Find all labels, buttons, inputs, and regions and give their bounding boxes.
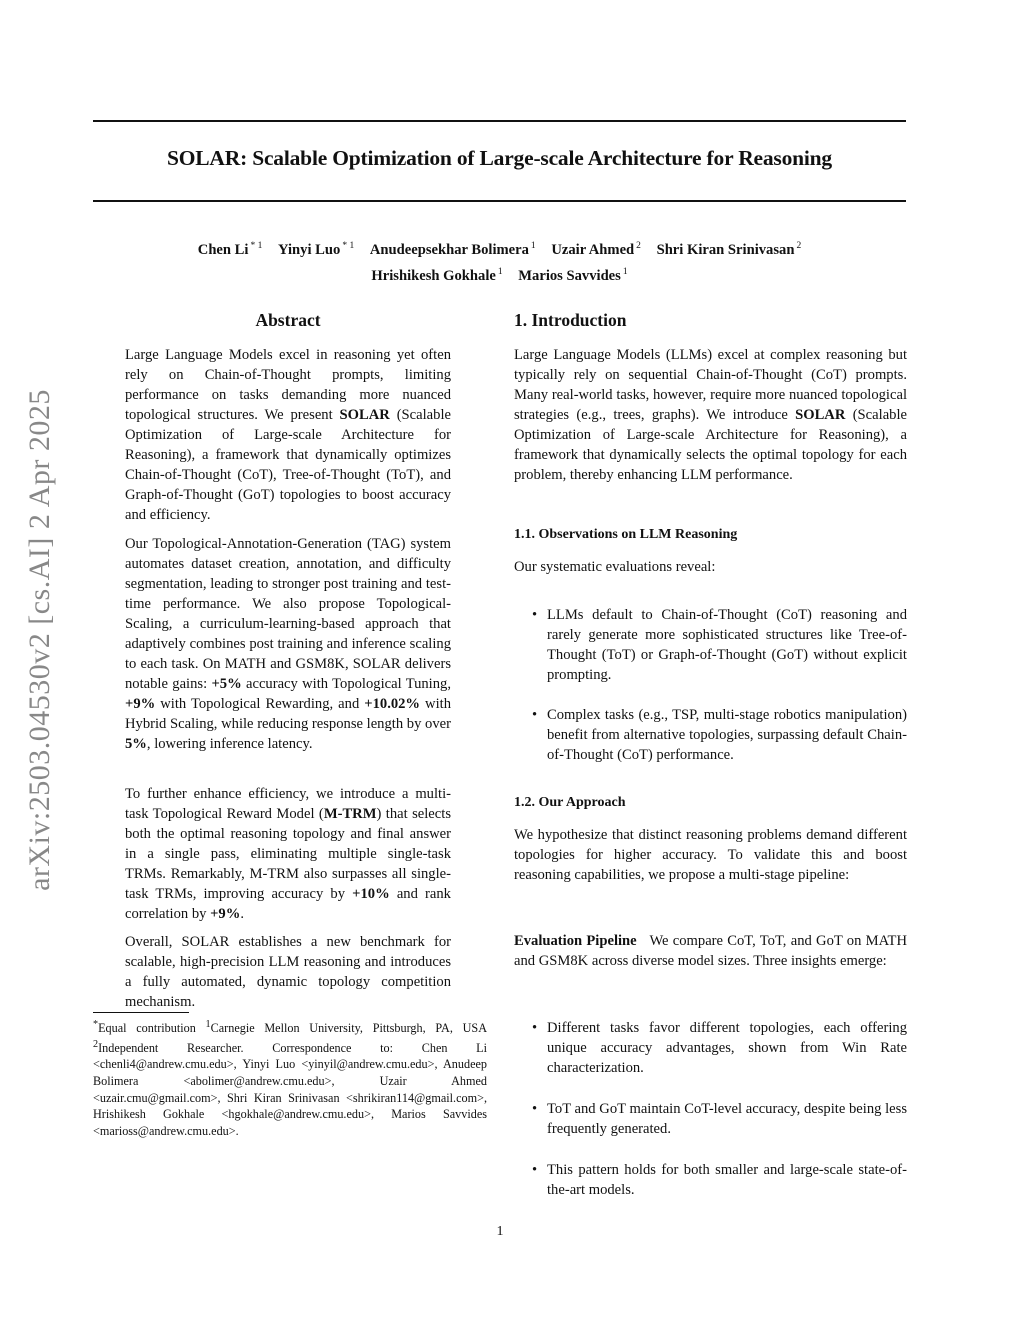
list-item: • Complex tasks (e.g., TSP, multi-stage robotics manipulation) benefit from alternative topologies, surpassing default Chain-of-Thought (CoT) performance. — [532, 707, 907, 763]
list-item: • Different tasks favor different topologies, each offering unique accuracy advantages, shown from Win Rate characterization. — [532, 1020, 907, 1076]
bullet-icon: • — [532, 607, 538, 623]
paper-title: SOLAR: Scalable Optimization of Large-scale Architecture for Reasoning — [167, 146, 832, 170]
bullet-icon: • — [532, 707, 538, 723]
author-line-2 — [93, 261, 906, 287]
author: Shri Kiran Srinivasan $^2$ — [656, 241, 802, 258]
title-rule-top — [93, 120, 906, 122]
author-line-1 — [93, 235, 906, 261]
author: Marios Savvides $^1$ — [518, 266, 628, 284]
abstract-paragraph-2: Our Topological-Annotation-Generation (TAG) system automates dataset creation, annotation, and difficulty segmentation, leading to stronger post training and test-time performance. We also propose Topological-Scaling, a curriculum-learning-based approach that adaptively combines post training and inference scaling to each task. On MATH and GSM8K, SOLAR delivers notable gains: +5% accuracy with Topological Tuning, +9% with Topological Rewarding, and +10.02% with Hybrid Scaling, while reducing response length by over 5%, lowering inference latency. — [125, 536, 451, 752]
introduction-heading: 1. Introduction — [514, 310, 627, 330]
section-1-1-heading: 1.1. Observations on LLM Reasoning — [514, 527, 738, 542]
abstract-paragraph-4: Overall, SOLAR establishes a new benchmark for scalable, high-precision LLM reasoning and introduces a fully automated, dynamic topology competition mechanism. — [125, 934, 451, 1010]
author: Uzair Ahmed $^2$ — [551, 241, 641, 258]
author: Chen Li $^{* 1}$ — [197, 241, 263, 258]
author-list — [93, 235, 906, 287]
footnote-rule — [93, 1012, 189, 1013]
title-rule-bottom — [93, 200, 906, 202]
arxiv-stamp-text: arXiv:2503.04530v2 [cs.AI] 2 Apr 2025 — [23, 389, 56, 891]
section-1-2-heading: 1.2. Our Approach — [514, 795, 626, 810]
evaluation-pipeline-heading: Evaluation Pipeline — [514, 933, 637, 949]
abstract-paragraph-1: Large Language Models excel in reasoning yet often rely on Chain-of-Thought prompts, limiting performance on tasks demanding more nuanced topological structures. We present SOLAR (Scalable Optimization of Large-scale Architecture for Reasoning), a framework that dynamically optimizes Chain-of-Thought (CoT), Tree-of-Thought (ToT), and Graph-of-Thought (GoT) topologies to boost accuracy and efficiency. — [125, 347, 451, 523]
bullet-icon: • — [532, 1020, 538, 1036]
list-item: • LLMs default to Chain-of-Thought (CoT) reasoning and rarely generate more sophisticated structures like Tree-of-Thought (ToT) or Graph-of-Thought (GoT) without explicit prompting. — [532, 607, 907, 683]
author: Anudeepsekhar Bolimera $^1$ — [369, 241, 536, 258]
evaluation-bullet-list — [514, 1018, 907, 1200]
introduction-paragraph-1: Large Language Models (LLMs) excel at complex reasoning but typically rely on sequential Chain-of-Thought (CoT) prompts. Many real-world tasks, however, require more nuanced topological strategies (e.g., trees, graphs). We introduce SOLAR (Scalable Optimization of Large-scale Architecture for Reasoning), a framework that dynamically selects the optimal topology for each problem, thereby enhancing LLM performance. — [514, 347, 907, 483]
section-1-1-intro: Our systematic evaluations reveal: — [514, 559, 716, 575]
bullet-icon: • — [532, 1101, 538, 1117]
bullet-icon: • — [532, 1162, 538, 1178]
section-1-2-paragraph: We hypothesize that distinct reasoning problems demand different topologies for higher accuracy. To validate this and boost reasoning capabilities, we propose a multi-stage pipeline: — [514, 827, 907, 883]
list-item: • This pattern holds for both smaller and large-scale state-of-the-art models. — [532, 1162, 907, 1198]
abstract-paragraph-3: To further enhance efficiency, we introduce a multi-task Topological Reward Model (M-TRM) that selects both the optimal reasoning topology and final answer in a single pass, eliminating multiple single-task TRMs. Remarkably, M-TRM also surpasses all single-task TRMs, improving accuracy by +10% and rank correlation by +9%. — [125, 786, 451, 922]
footnote: *Equal contribution $^1$Carnegie Mellon University, Pittsburgh, PA, USA $^2$Independent Researcher. Correspondence to: Chen Li <chenli4@andrew.cmu.edu>, Yinyi Luo <yinyil@andrew.cmu.edu>, Anudeep Bolimera <abolimer@andrew.cmu.edu>, Uzair Ahmed <uzair.cmu@gmail.com>, Shri Kiran Srinivasan <shrikiran114@gmail.com>, Hrishikesh Gokhale <hgokhale@andrew.cmu.edu>, Marios Savvides <marioss@andrew.cmu.edu>. — [93, 1019, 487, 1138]
author: Yinyi Luo $^{* 1}$ — [278, 241, 355, 258]
abstract-heading: Abstract — [255, 310, 321, 330]
list-item: • ToT and GoT maintain CoT-level accuracy, despite being less frequently generated. — [532, 1101, 907, 1137]
author: Hrishikesh Gokhale $^1$ — [371, 266, 503, 284]
page-number: 1 — [496, 1224, 504, 1239]
evaluation-pipeline-paragraph: Evaluation Pipeline We compare CoT, ToT, and GoT on MATH and GSM8K across diverse model sizes. Three insights emerge: — [514, 933, 907, 969]
observations-bullet-list — [514, 605, 907, 765]
